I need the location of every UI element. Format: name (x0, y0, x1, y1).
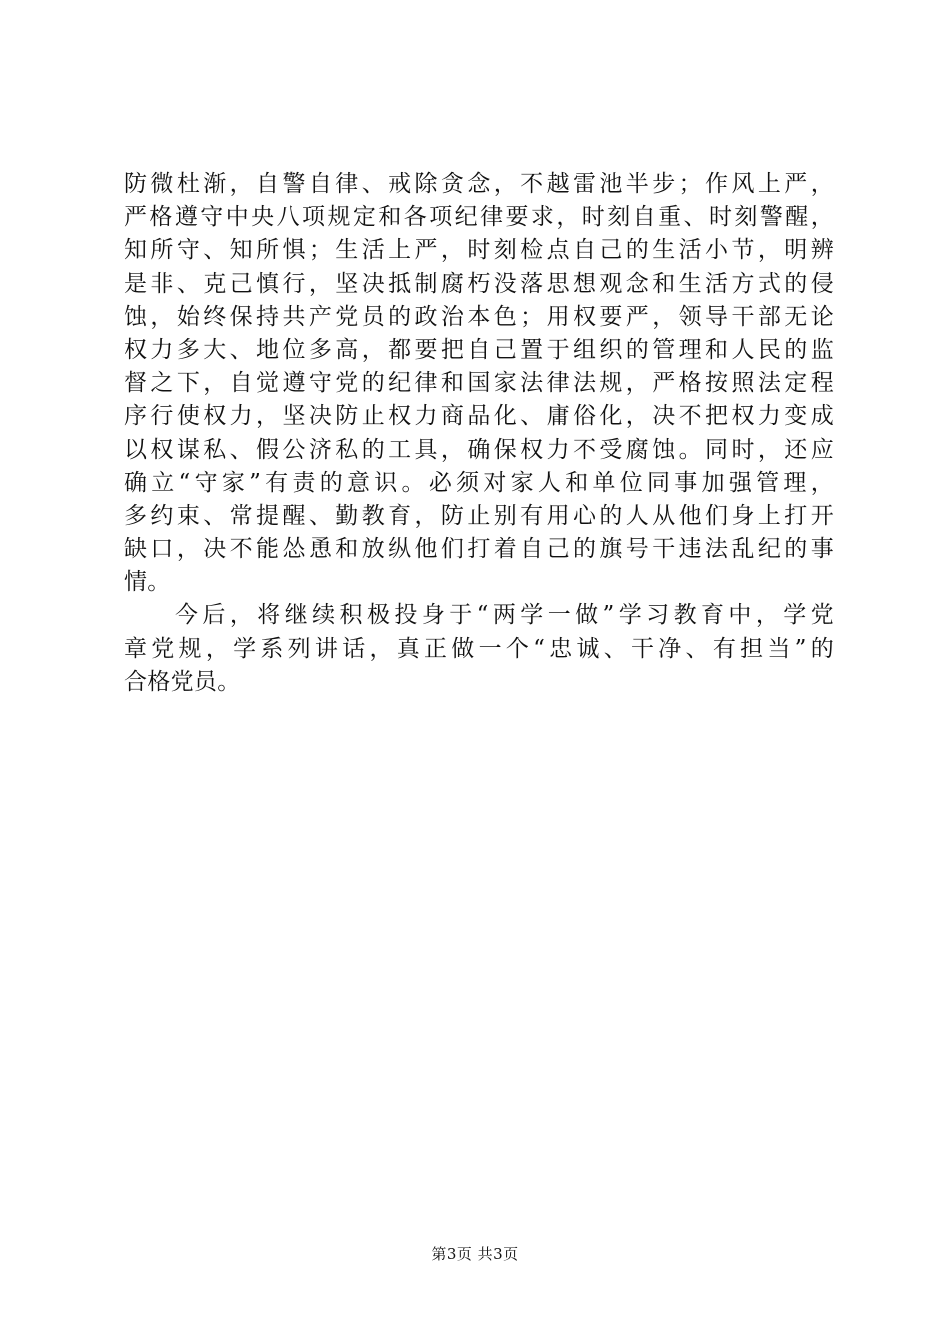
paragraph-2-line-2: 章党规，学系列讲话，真正做一个“忠诚、干净、有担当”的 (124, 635, 834, 662)
paragraph-1-line-7: 督之下，自觉遵守党的纪律和国家法律法规，严格按照法定程 (124, 370, 834, 397)
paragraph-2-line-3: 合格党员。 (124, 668, 241, 695)
paragraph-1-line-2: 严格遵守中央八项规定和各项纪律要求，时刻自重、时刻警醒， (124, 204, 834, 231)
page-number-label: 第3页 共3页 (431, 1245, 519, 1263)
paragraph-1-line-9: 以权谋私、假公济私的工具，确保权力不受腐蚀。同时，还应 (124, 436, 834, 463)
paragraph-1-line-13: 情。 (124, 569, 171, 596)
paragraph-1-line-8: 序行使权力，坚决防止权力商品化、庸俗化，决不把权力变成 (124, 403, 834, 430)
paragraph-2-line-1: 今后，将继续积极投身于“两学一做”学习教育中，学党 (175, 602, 834, 629)
paragraph-1-line-3: 知所守、知所惧；生活上严，时刻检点自己的生活小节，明辨 (124, 237, 834, 264)
paragraph-1-line-12: 缺口，决不能怂恿和放纵他们打着自己的旗号干违法乱纪的事 (124, 536, 834, 563)
paragraph-1-line-10: 确立“守家”有责的意识。必须对家人和单位同事加强管理， (124, 469, 834, 496)
paragraph-1-line-4: 是非、克己慎行，坚决抵制腐朽没落思想观念和生活方式的侵 (124, 270, 834, 297)
document-body (124, 168, 834, 699)
paragraph-1-line-11: 多约束、常提醒、勤教育，防止别有用心的人从他们身上打开 (124, 502, 834, 529)
paragraph-1-line-1: 防微杜渐，自警自律、戒除贪念，不越雷池半步；作风上严， (124, 171, 834, 197)
page-footer (0, 1244, 950, 1264)
paragraph-1-line-5: 蚀，始终保持共产党员的政治本色；用权要严，领导干部无论 (124, 303, 834, 330)
paragraph-1-line-6: 权力多大、地位多高，都要把自己置于组织的管理和人民的监 (124, 336, 834, 363)
